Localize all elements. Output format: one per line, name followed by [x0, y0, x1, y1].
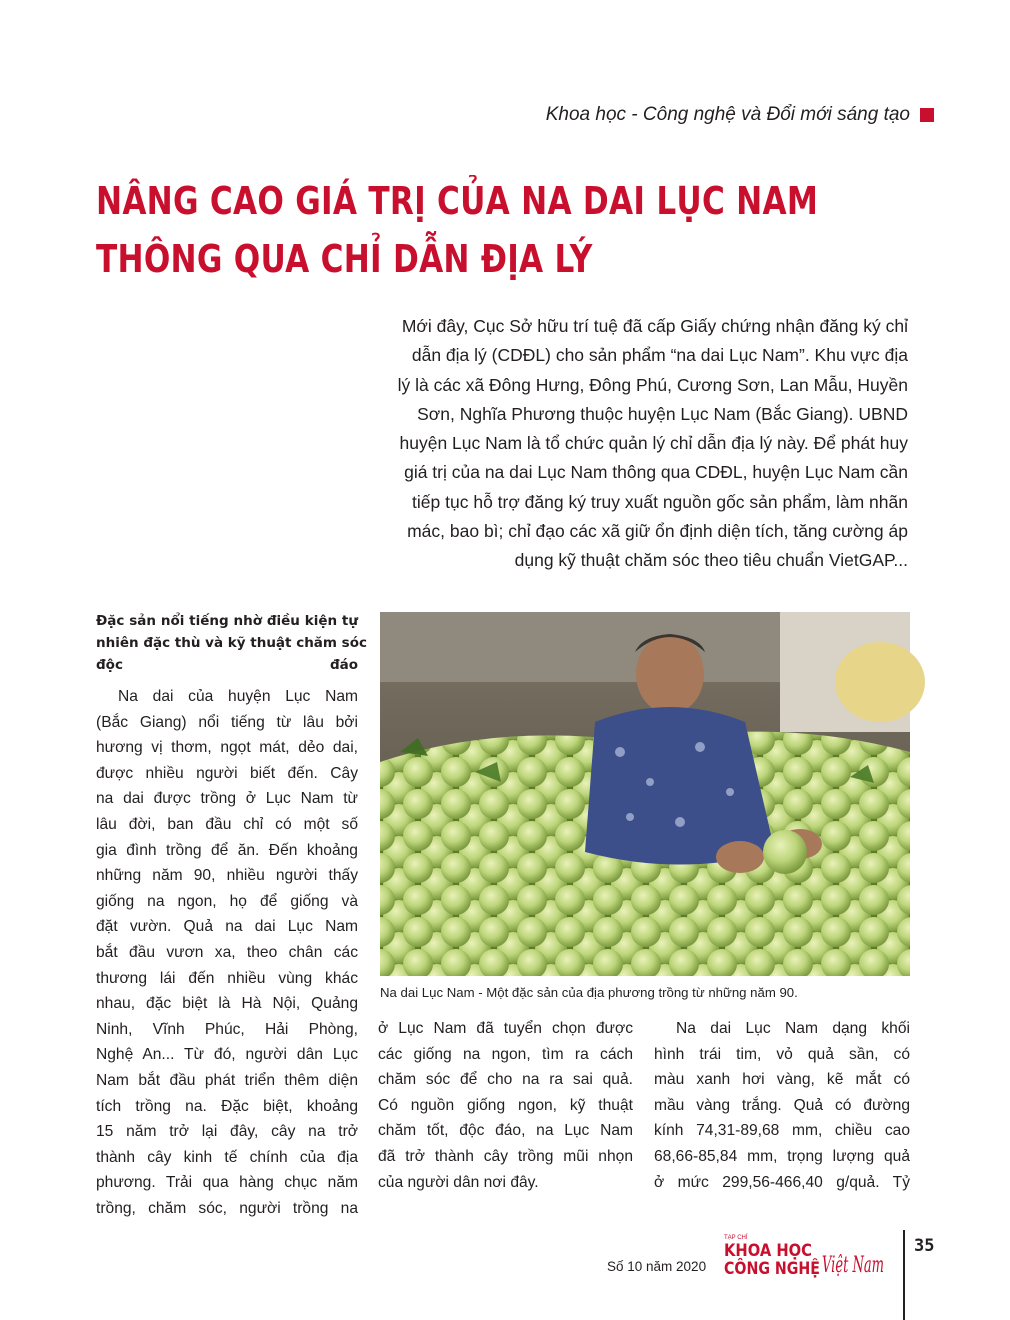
body-line: trồng, chăm sóc, người trồng na [96, 1199, 358, 1217]
body-line: Ninh, Vĩnh Phúc, Hải Phòng, [96, 1020, 358, 1038]
body-line: đã trở thành cây trồng mũi nhọn [378, 1147, 633, 1165]
lead-line: dẫn địa lý (CDĐL) cho sản phẩm “na dai Lục Nam”. Khu vực địa [411, 345, 908, 366]
body-line: chăm sóc để cho na ra sai quả. [378, 1071, 633, 1089]
body-line: na dai được trồng ở Lục Nam từ [96, 790, 358, 808]
photo-caption: Na dai Lục Nam - Một đặc sản của địa phương trồng từ những năm 90. [380, 985, 798, 1000]
body-line: đặt vườn. Quả na dai Lục Nam [96, 918, 358, 936]
lead-line: mác, bao bì; chỉ đạo các xã giữ ổn định diện tích, tăng cường áp [407, 521, 908, 542]
body-line: chăm tốt, độc đáo, na Lục Nam [378, 1122, 633, 1140]
body-line: tích trồng na. Đặc biệt, khoảng [96, 1097, 358, 1115]
body-line: 68,66-85,84 mm, trọng lượng quả [654, 1147, 910, 1165]
body-column-2 [378, 1016, 633, 1195]
article-title-line: NÂNG CAO GIÁ TRỊ CỦA NA DAI LỤC NAM [96, 179, 819, 223]
lead-line: Mới đây, Cục Sở hữu trí tuệ đã cấp Giấy chứng nhận đăng ký chỉ [401, 316, 908, 336]
lead-line: tiếp tục hỗ trợ đăng ký truy xuất nguồn gốc sản phẩm, làm nhãn [412, 491, 908, 512]
page-number: 35 [914, 1236, 935, 1256]
body-line: Có nguồn giống ngon, kỹ thuật [378, 1096, 633, 1114]
subheading-line: Đặc sản nổi tiếng nhờ điều kiện tự [96, 613, 358, 629]
logo-line1-text: KHOA HỌC [724, 1241, 812, 1261]
body-line: thành cây kinh tế chính của địa [96, 1148, 358, 1166]
body-line: thương lái đến nhiều vùng khác [96, 969, 358, 987]
article-title [96, 172, 819, 288]
magazine-logo-icon [722, 1232, 887, 1278]
body-line: ở Lục Nam đã tuyển chọn được [378, 1020, 633, 1037]
logo-script-text: Việt Nam [822, 1253, 884, 1278]
body-line: được nhiều người biết đến. Cây [96, 764, 358, 782]
body-line: hương vị thơm, ngọt mát, dẻo dai, [96, 739, 358, 757]
custard-apple-harvest-photo [380, 612, 910, 976]
body-line: Nghệ An... Từ đó, người dân Lục [96, 1046, 358, 1064]
lead-line: dụng kỹ thuật chăm sóc theo tiêu chuẩn VietGAP... [514, 550, 908, 571]
body-line: những năm 90, nhiều người thấy [96, 867, 358, 885]
body-line: Na dai Lục Nam dạng khối [676, 1020, 910, 1037]
body-line: gia đình trồng để ăn. Đến khoảng [96, 841, 358, 859]
issue-label: Số 10 năm 2020 [607, 1259, 707, 1274]
lead-line: huyện Lục Nam là tổ chức quản lý chỉ dẫn địa lý này. Để phát huy [399, 433, 908, 454]
lead-line: Sơn, Nghĩa Phương thuộc huyện Lục Nam (Bắc Giang). UBND [417, 403, 908, 424]
section-square-icon [920, 108, 934, 122]
body-line: các giống na ngon, tìm ra cách [378, 1045, 633, 1063]
section-label: Khoa học - Công nghệ và Đổi mới sáng tạo [545, 104, 910, 125]
body-line: hình trái tim, vỏ quả sần, có [654, 1045, 910, 1063]
body-line: ở mức 299,56-466,40 g/quả. Tỷ [654, 1173, 910, 1191]
body-line: của người dân nơi đây. [378, 1173, 539, 1191]
magazine-logo [722, 1232, 887, 1278]
body-line: (Bắc Giang) nổi tiếng từ lâu bởi [96, 713, 358, 731]
body-line: giống na ngon, họ để giống và [96, 892, 358, 910]
article-title-line: THÔNG QUA CHỈ DẪN ĐỊA LÝ [96, 237, 593, 281]
body-line: màu xanh hơi vàng, kẽ mắt có [654, 1071, 910, 1089]
logo-small-text: TẠP CHÍ [724, 1235, 748, 1241]
article-photo [380, 612, 910, 976]
body-line: phương. Trải qua hàng chục năm [96, 1174, 358, 1192]
body-line: Nam bắt đầu phát triển thêm diện [96, 1071, 358, 1089]
body-line: Na dai của huyện Lục Nam [118, 688, 358, 705]
body-column-3 [654, 1016, 910, 1195]
footer-divider [903, 1230, 905, 1320]
body-line: 15 năm trở lại đây, cây na trở [96, 1123, 358, 1141]
body-line: lâu đời, ban đầu chỉ có một số [96, 815, 358, 833]
lead-line: giá trị của na dai Lục Nam thông qua CDĐL, huyện Lục Nam cần [404, 462, 908, 483]
body-line: kính 74,31-89,68 mm, chiều cao [654, 1122, 910, 1140]
subheading-line: độc đáo [96, 657, 358, 673]
body-line: bắt đầu vươn xa, theo chân các [96, 943, 358, 961]
section-header [546, 104, 934, 126]
body-column-1 [96, 610, 367, 1221]
body-line: nhau, đặc biệt là Hà Nội, Quảng [96, 995, 358, 1013]
subheading [96, 610, 367, 676]
lead-line: lý là các xã Đông Hưng, Đông Phú, Cương Sơn, Lan Mẫu, Huyền [397, 374, 908, 395]
logo-line2-text: CÔNG NGHỆ [724, 1259, 840, 1279]
body-line: mầu vàng trắng. Quả có đường [654, 1096, 910, 1114]
article-lead [368, 312, 908, 576]
subheading-line: nhiên đặc thù và kỹ thuật chăm sóc [96, 635, 367, 651]
